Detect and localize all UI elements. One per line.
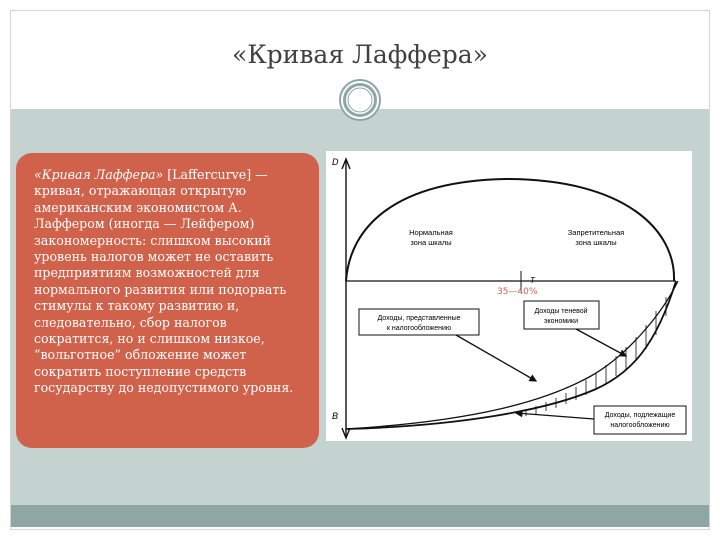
point-t-label: T bbox=[530, 276, 535, 285]
definition-term: «Кривая Лаффера» bbox=[34, 167, 164, 182]
zone-forbidden-line2: зона шкалы bbox=[575, 238, 617, 247]
footer-band bbox=[11, 505, 709, 527]
zone-normal-line2: зона шкалы bbox=[410, 238, 452, 247]
zone-normal-line1: Нормальная bbox=[409, 228, 453, 237]
rate-annotation: 35—40% bbox=[497, 287, 538, 297]
slide-title: «Кривая Лаффера» bbox=[232, 40, 488, 69]
box-taxable-line1: Доходы, подлежащие bbox=[604, 412, 676, 419]
axis-label-b: B bbox=[332, 411, 339, 421]
box-declared-line1: Доходы, представленные bbox=[377, 315, 461, 322]
definition-textbox bbox=[16, 153, 319, 448]
definition-body: [Laffercurve] — кривая, отражающая открытую американским экономистом А. Лаффером (иногда — Лейфером) закономерность: слишком высокий уровень налогов может не оставить предприятиям возможностей для нормального развития или подорвать стимулы к такому развитию и, следовательно, сбор налогов сократится, но и слишком низкое, “вольготное” обложение может сократить поступление средств государству до недопустимого уровня. bbox=[34, 167, 294, 396]
box-shadow-line1: Доходы теневой bbox=[534, 308, 588, 315]
box-taxable-income bbox=[594, 406, 686, 434]
box-taxable-line2: налогообложению bbox=[610, 422, 670, 429]
axis-label-d: D bbox=[332, 157, 339, 167]
zone-forbidden-line1: Запретительная bbox=[567, 228, 625, 237]
box-declared-line2: к налогообложению bbox=[386, 325, 452, 332]
ring-ornament-icon bbox=[338, 78, 382, 122]
box-shadow-line2: экономики bbox=[543, 318, 579, 325]
